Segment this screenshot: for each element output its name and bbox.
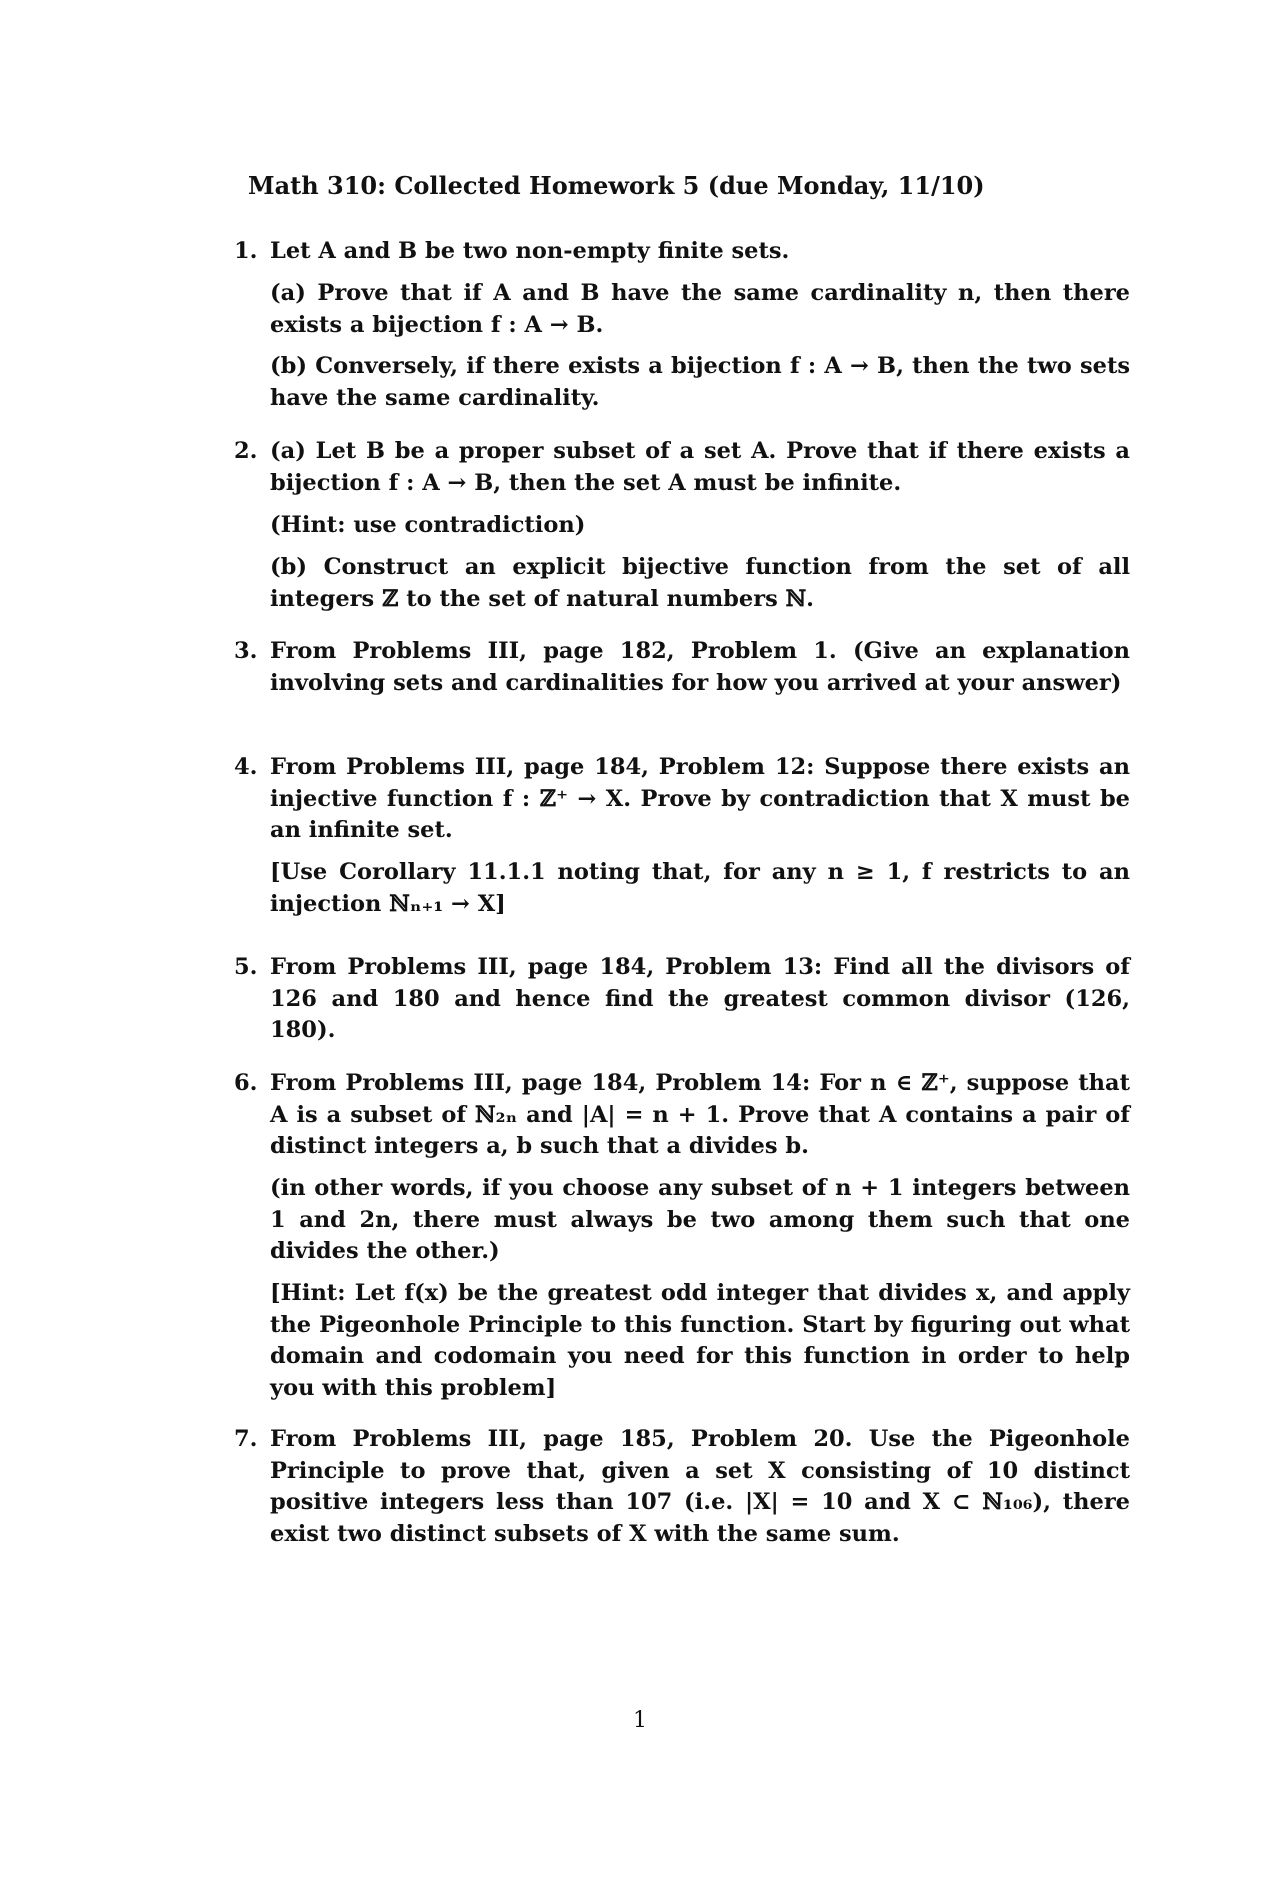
problem-paragraph: From Problems III, page 184, Problem 14: For n ∈ ℤ⁺, suppose that A is a subset of ℕ₂ₙ and |A| = n + 1. Prove that A contains a pair of distinct integers a, b such that a divides b. (270, 1070, 1130, 1159)
page-number: 1 (633, 1708, 647, 1733)
problem-number: 7. (234, 1426, 258, 1452)
problem-paragraph: (in other words, if you choose any subset of n + 1 integers between 1 and 2n, there must always be two among them such that one divides the other.) (270, 1175, 1130, 1264)
problem-paragraph: [Use Corollary 11.1.1 noting that, for any n ≥ 1, f restricts to an injection ℕₙ₊₁ → X] (270, 859, 1130, 917)
problem-number: 6. (234, 1070, 258, 1096)
problem-paragraph: (a) Let B be a proper subset of a set A. Prove that if there exists a bijection f : A → B, then the set A must be infinite. (270, 438, 1130, 496)
problem-paragraph: (b) Construct an explicit bijective function from the set of all integers ℤ to the set of natural numbers ℕ. (270, 554, 1130, 612)
problem-paragraph: [Hint: Let f(x) be the greatest odd integer that divides x, and apply the Pigeonhole Principle to this function. Start by figuring out what domain and codomain you need for this function in order to help you with this problem] (270, 1280, 1130, 1401)
document-title: Math 310: Collected Homework 5 (due Monday, 11/10) (248, 171, 985, 200)
problem-paragraph: From Problems III, page 185, Problem 20. Use the Pigeonhole Principle to prove that, given a set X consisting of 10 distinct positive integers less than 107 (i.e. |X| = 10 and X ⊂ ℕ₁₀₆), there exist two distinct subsets of X with the same sum. (270, 1426, 1130, 1547)
problem-paragraph: (Hint: use contradiction) (270, 512, 586, 538)
problem-paragraph: (a) Prove that if A and B have the same cardinality n, then there exists a bijection f : A → B. (270, 280, 1130, 338)
problem-paragraph: From Problems III, page 184, Problem 13: Find all the divisors of 126 and 180 and hence find the greatest common divisor (126, 180). (270, 954, 1130, 1043)
problem-number: 4. (234, 754, 258, 780)
problem-number: 1. (234, 238, 258, 264)
problem-number: 5. (234, 954, 258, 980)
problem-paragraph: From Problems III, page 184, Problem 12: Suppose there exists an injective function f : ℤ⁺ → X. Prove by contradiction that X must be an infinite set. (270, 754, 1130, 843)
problem-paragraph: From Problems III, page 182, Problem 1. (Give an explanation involving sets and cardinalities for how you arrived at your answer) (270, 638, 1130, 696)
problem-number: 2. (234, 438, 258, 464)
problem-paragraph: (b) Conversely, if there exists a bijection f : A → B, then the two sets have the same cardinality. (270, 353, 1130, 411)
problem-number: 3. (234, 638, 258, 664)
problem-paragraph: Let A and B be two non-empty finite sets. (270, 238, 790, 264)
